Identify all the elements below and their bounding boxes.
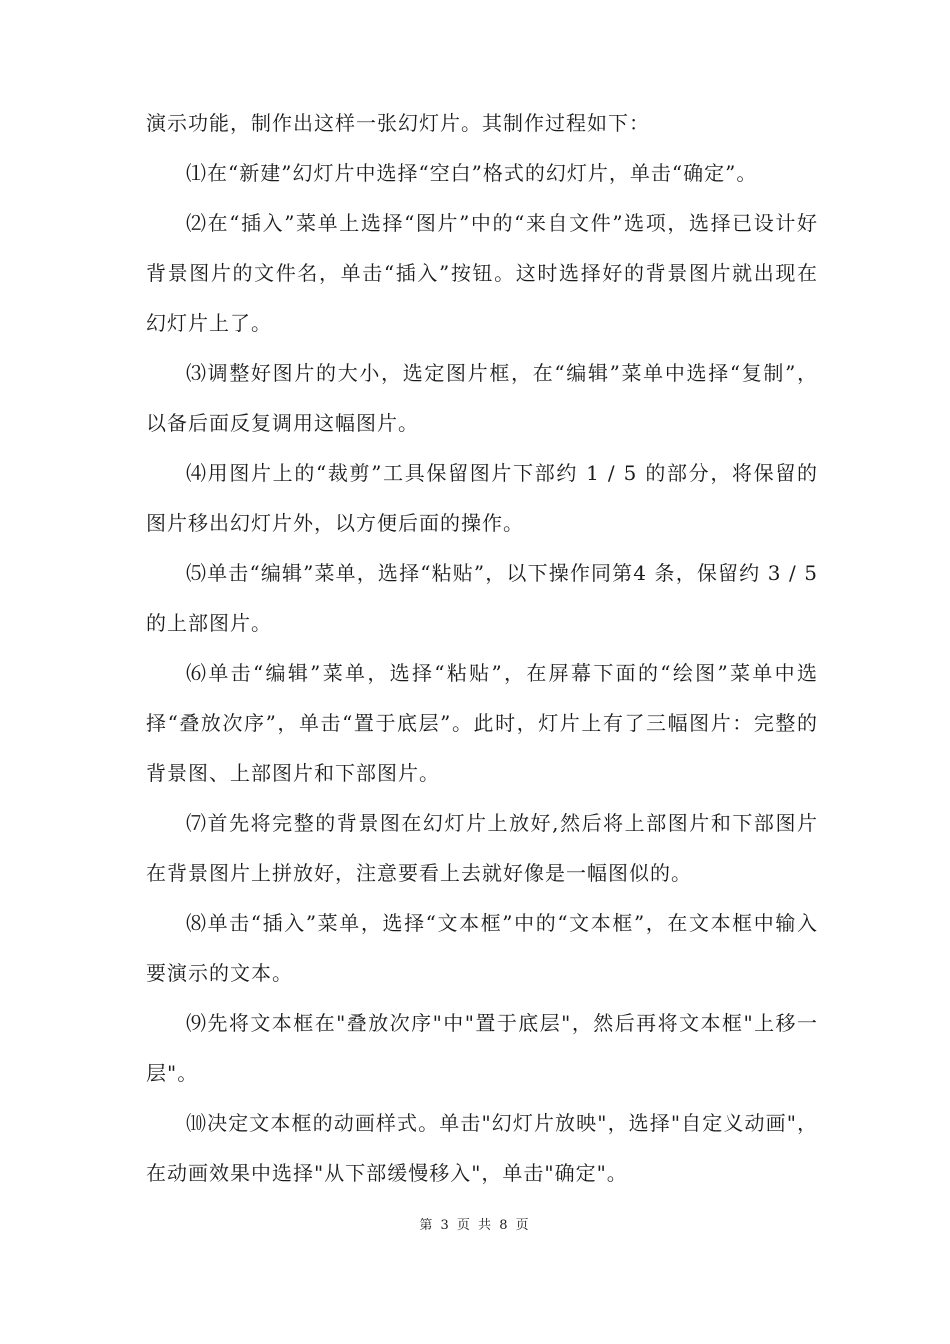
paragraph-continuation: 演示功能，制作出这样一张幻灯片。其制作过程如下： <box>146 111 650 135</box>
body-text <box>146 98 818 1198</box>
page-footer: 第 3 页 共 8 页 <box>419 1218 531 1233</box>
paragraph-step-5: ⑸单击“编辑”菜单，选择“粘贴”，以下操作同第4 条，保留约 3 / 5 的上部图片。 <box>146 561 818 635</box>
paragraph-step-2: ⑵在“插入”菜单上选择“图片”中的“来自文件”选项，选择已设计好背景图片的文件名，单击“插入”按钮。这时选择好的背景图片就出现在幻灯片上了。 <box>146 211 818 335</box>
paragraph-step-3: ⑶调整好图片的大小，选定图片框，在“编辑”菜单中选择“复制”，以备后面反复调用这幅图片。 <box>146 361 818 435</box>
paragraph-step-6: ⑹单击“编辑”菜单，选择“粘贴”，在屏幕下面的“绘图”菜单中选择“叠放次序”，单击“置于底层”。此时，灯片上有了三幅图片：完整的背景图、上部图片和下部图片。 <box>146 661 818 785</box>
paragraph-step-7: ⑺首先将完整的背景图在幻灯片上放好,然后将上部图片和下部图片在背景图片上拼放好，注意要看上去就好像是一幅图似的。 <box>146 811 818 885</box>
paragraph-step-8: ⑻单击“插入”菜单，选择“文本框”中的“文本框”，在文本框中输入要演示的文本。 <box>146 911 818 985</box>
paragraph-step-1: ⑴在“新建”幻灯片中选择“空白”格式的幻灯片，单击“确定”。 <box>186 161 758 185</box>
paragraph-step-10: ⑽决定文本框的动画样式。单击"幻灯片放映"，选择"自定义动画"，在动画效果中选择"从下部缓慢移入"，单击"确定"。 <box>146 1111 818 1185</box>
paragraph-step-4: ⑷用图片上的“裁剪”工具保留图片下部约 1 / 5 的部分，将保留的图片移出幻灯片外，以方便后面的操作。 <box>146 461 818 535</box>
paragraph-step-9: ⑼先将文本框在"叠放次序"中"置于底层"，然后再将文本框"上移一层"。 <box>146 1011 818 1085</box>
